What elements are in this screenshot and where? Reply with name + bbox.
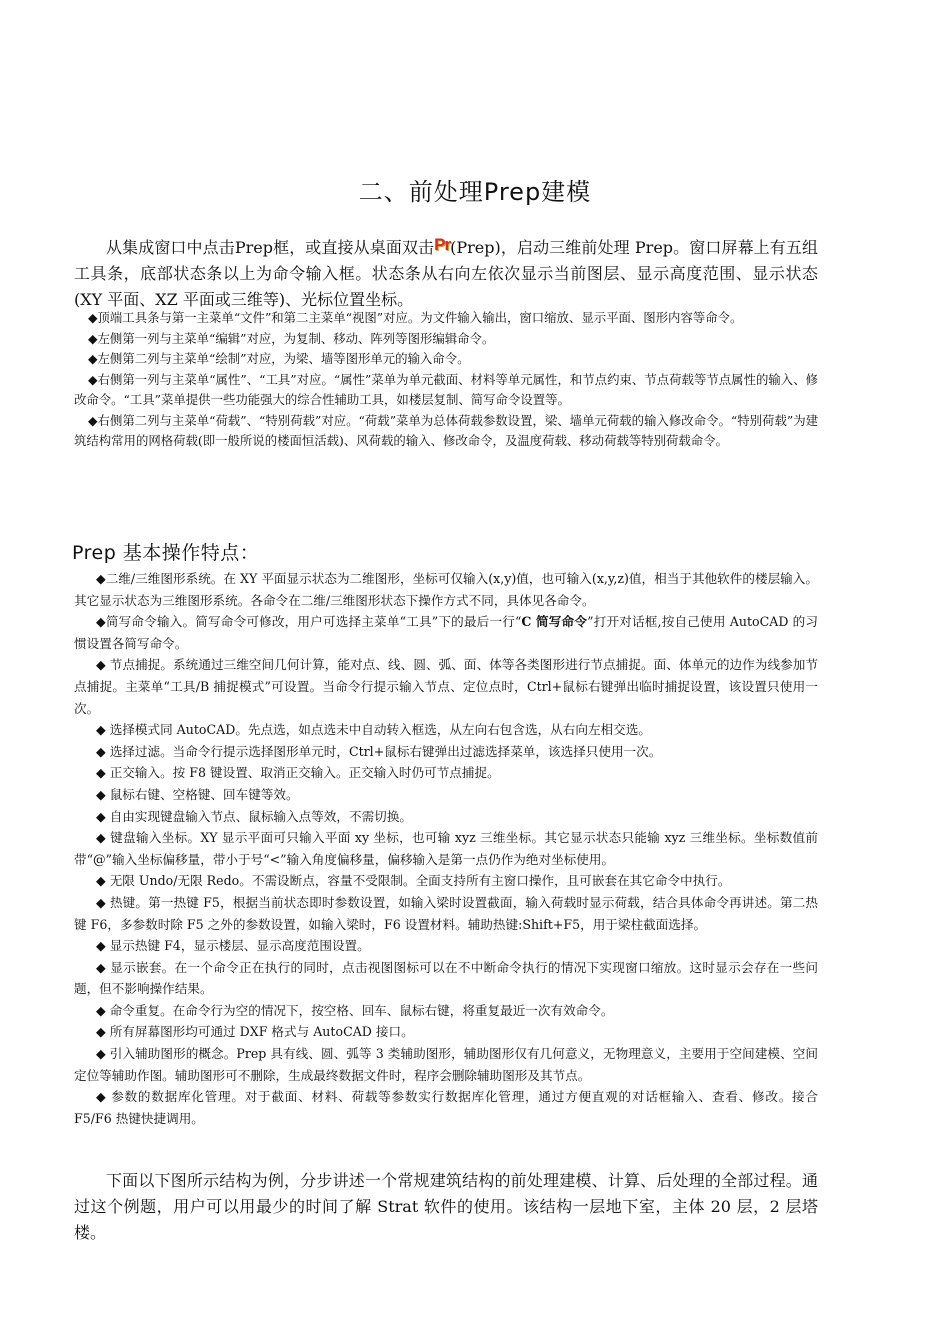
feature-item: ◆ 无限 Undo/无限 Redo。不需设断点，容量不受限制。全面支持所有主窗口操作，且可嵌套在其它命令中执行。 [96,873,731,889]
feature-item: ◆ 正交输入。按 F8 键设置、取消正交输入。正交输入时仍可节点捕捉。 [96,765,500,781]
feature-item: ◆ 所有屏幕图形均可通过 DXF 格式与 AutoCAD 接口。 [96,1024,414,1040]
feature-text: ”打开对话框,按自己使用 AutoCAD 的习惯设置各简写命令。 [74,614,818,651]
feature-item [74,611,818,654]
menu-description-list [74,308,818,452]
feature-item: ◆ 节点捕捉。系统通过三维空间几何计算，能对点、线、圆、弧、面、体等各类图形进行节点捕捉。面、体单元的边作为线参加节点捕捉。主菜单“工具/B 捕捉模式”可设置。当命令行提示输入节点、定位点时，Ctrl+鼠标右键弹出临时捕捉设置，该设置只使用一次。 [74,657,818,716]
intro-paragraph [74,232,818,313]
menu-item-right-col2: ◆右侧第二列与主菜单“荷载”、“特别荷载”对应。“荷载”菜单为总体荷载参数设置，梁、墙单元荷载的输入修改命令。“特别荷载”为建筑结构常用的网格荷载(即一般所说的楼面恒活载)、风荷载的输入、修改命令，及温度荷载、移动荷载等特别荷载命令。 [74,412,818,448]
menu-item-right-col1: ◆右侧第一列与主菜单“属性”、“工具”对应。“属性”菜单为单元截面、材料等单元属性，和节点约束、节点荷载等节点属性的输入、修改命令。“工具”菜单提供一些功能强大的综合性辅助工具，如楼层复制、简写命令设置等。 [74,371,818,407]
feature-item: ◆ 显示热键 F4，显示楼层、显示高度范围设置。 [96,938,370,954]
outro-paragraph: 下面以下图所示结构为例，分步讲述一个常规建筑结构的前处理建模、计算、后处理的全部过程。通过这个例题，用户可以用最少的时间了解 Strat 软件的使用。该结构一层地下室，主体 20 层，2 层塔楼。 [74,1171,818,1242]
feature-item: ◆ 自由实现键盘输入节点、鼠标输入点等效，不需切换。 [96,808,412,824]
feature-item: ◆ 选择模式同 AutoCAD。先点选，如点选未中自动转入框选，从左向右包含选，从右向左相交选。 [96,722,651,738]
intro-text-after: (Prep)，启动三维前处理 Prep。窗口屏幕上有五组工具条，底部状态条以上为命令输入框。状态条从右向左依次显示当前图层、显示高度范围、显示状态(XY 平面、XZ 平面或三维等)、光标位置坐标。 [74,238,818,309]
feature-item: ◆二维/三维图形系统。在 XY 平面显示状态为二维图形，坐标可仅输入(x,y)值，也可输入(x,y,z)值，相当于其他软件的楼层输入。其它显示状态为三维图形系统。各命令在二维/三维图形状态下操作方式不同，具体见各命令。 [74,571,818,608]
feature-item: ◆ 参数的数据库化管理。对于截面、材料、荷载等参数实行数据库化管理，通过方便直观的对话框输入、查看、修改。接合 F5/F6 热键快捷调用。 [74,1089,818,1126]
menu-item-left-col1: ◆左侧第一列与主菜单“编辑”对应，为复制、移动、阵列等图形编辑命令。 [88,330,495,346]
feature-item: ◆ 显示嵌套。在一个命令正在执行的同时，点击视图图标可以在不中断命令执行的情况下实现窗口缩放。这时显示会存在一些问题，但不影响操作结果。 [74,959,818,997]
menu-item-top-toolbar: ◆顶端工具条与第一主菜单“文件”和第二主菜单“视图”对应。为文件输入输出，窗口缩放、显示平面、图形内容等命令。 [88,310,743,325]
feature-item: ◆ 热键。第一热键 F5，根据当前状态即时参数设置，如输入梁时设置截面，输入荷载时显示荷载，结合具体命令再讲述。第二热键 F6，多参数时除 F5 之外的参数设置，如输入梁时，F6 设置材料。辅助热键:Shift+F5，用于梁柱截面选择。 [74,894,818,932]
features-list [74,568,818,1129]
feature-item: ◆ 鼠标右键、空格键、回车键等效。 [96,786,299,802]
features-heading: Prep 基本操作特点： [72,542,260,564]
feature-item: ◆ 键盘输入坐标。XY 显示平面可只输入平面 xy 坐标，也可输 xyz 三维坐标。其它显示状态只能输 xyz 三维坐标。坐标数值前带“@”输入坐标偏移量，带小于号“<”输入角度偏移量，偏移输入是第一点仍作为绝对坐标使用。 [74,830,818,867]
feature-item: ◆ 命令重复。在命令行为空的情况下，按空格、回车、鼠标右键，将重复最近一次有效命令。 [96,1002,614,1018]
feature-bold-command: C 简写命令 [521,614,588,630]
section-title: 二、前处理Prep建模 [358,178,592,206]
feature-text: ◆简写命令输入。简写命令可修改，用户可选择主菜单“工具”下的最后一行“ [96,614,522,630]
intro-text-before: 从集成窗口中点击Prep框，或直接从桌面双击 [106,238,435,257]
prep-app-icon: Pr [434,235,451,254]
feature-item: ◆ 引入辅助图形的概念。Prep 具有线、圆、弧等 3 类辅助图形，辅助图形仅有几何意义，无物理意义，主要用于空间建模、空间定位等辅助作图。辅助图形可不删除，生成最终数据文件时，程序会删除辅助图形及其节点。 [74,1046,818,1083]
menu-item-left-col2: ◆左侧第二列与主菜单“绘制”对应，为梁、墙等图形单元的输入命令。 [88,351,470,366]
feature-item: ◆ 选择过滤。当命令行提示选择图形单元时，Ctrl+鼠标右键弹出过滤选择菜单，该选择只使用一次。 [96,743,662,759]
